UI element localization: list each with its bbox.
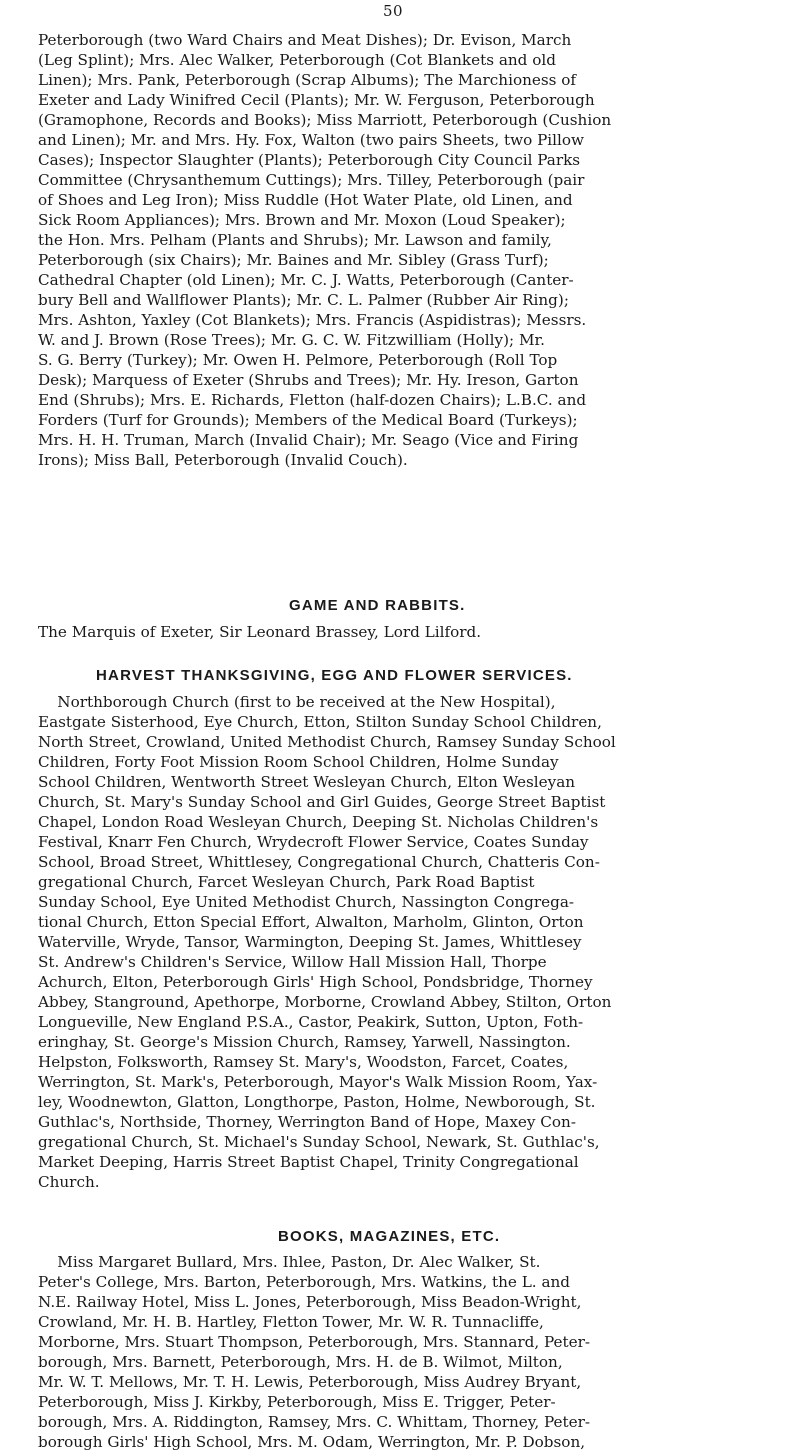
donations-line: S. G. Berry (Turkey); Mr. Owen H. Pelmore, Peterborough (Roll Top: [38, 351, 558, 369]
books-line: borough Girls' High School, Mrs. M. Odam, Werrington, Mr. P. Dobson,: [38, 1433, 586, 1451]
donations-line: (Gramophone, Records and Books); Miss Marriott, Peterborough (Cushion: [38, 111, 612, 129]
donations-line: Irons); Miss Ball, Peterborough (Invalid Couch).: [38, 451, 408, 469]
harvest-line: Northborough Church (first to be received at the New Hospital),: [38, 693, 556, 711]
books-line: Peter's College, Mrs. Barton, Peterborough, Mrs. Watkins, the L. and: [38, 1273, 571, 1291]
donations-line: Mrs. H. H. Truman, March (Invalid Chair); Mr. Seago (Vice and Firing: [38, 431, 579, 449]
section-heading-books: BOOKS, MAGAZINES, ETC.: [278, 1228, 501, 1245]
donations-line: Exeter and Lady Winifred Cecil (Plants); Mr. W. Ferguson, Peterborough: [38, 91, 595, 109]
game-paragraph: [38, 622, 800, 642]
donations-line: bury Bell and Wallflower Plants); Mr. C. L. Palmer (Rubber Air Ring);: [38, 291, 569, 309]
harvest-line: Eastgate Sisterhood, Eye Church, Etton, Stilton Sunday School Children,: [38, 713, 602, 731]
harvest-line: Market Deeping, Harris Street Baptist Chapel, Trinity Congregational: [38, 1153, 579, 1171]
donations-line: (Leg Splint); Mrs. Alec Walker, Peterborough (Cot Blankets and old: [38, 51, 556, 69]
harvest-line: Children, Forty Foot Mission Room School Children, Holme Sunday: [38, 753, 559, 771]
harvest-line: Helpston, Folksworth, Ramsey St. Mary's, Woodston, Farcet, Coates,: [38, 1053, 569, 1071]
harvest-line: St. Andrew's Children's Service, Willow Hall Mission Hall, Thorpe: [38, 953, 547, 971]
donations-line: Linen); Mrs. Pank, Peterborough (Scrap Albums); The Marchioness of: [38, 71, 577, 89]
harvest-line: North Street, Crowland, United Methodist Church, Ramsey Sunday School: [38, 733, 616, 751]
donations-line: Peterborough (two Ward Chairs and Meat Dishes); Dr. Evison, March: [38, 31, 572, 49]
section-heading-game: GAME AND RABBITS.: [289, 597, 466, 614]
page-number: 50: [383, 2, 404, 20]
donations-line: Mrs. Ashton, Yaxley (Cot Blankets); Mrs. Francis (Aspidistras); Messrs.: [38, 311, 587, 329]
donations-line: of Shoes and Leg Iron); Miss Ruddle (Hot Water Plate, old Linen, and: [38, 191, 573, 209]
harvest-line: School Children, Wentworth Street Wesleyan Church, Elton Wesleyan: [38, 773, 576, 791]
harvest-line: eringhay, St. George's Mission Church, Ramsey, Yarwell, Nassington.: [38, 1033, 571, 1051]
books-line: N.E. Railway Hotel, Miss L. Jones, Peterborough, Miss Beadon-Wright,: [38, 1293, 582, 1311]
harvest-line: Church.: [38, 1173, 100, 1191]
donations-line: Committee (Chrysanthemum Cuttings); Mrs. Tilley, Peterborough (pair: [38, 171, 585, 189]
books-line: borough, Mrs. Barnett, Peterborough, Mrs. H. de B. Wilmot, Milton,: [38, 1353, 563, 1371]
donations-line: Peterborough (six Chairs); Mr. Baines and Mr. Sibley (Grass Turf);: [38, 251, 549, 269]
harvest-line: gregational Church, St. Michael's Sunday School, Newark, St. Guthlac's,: [38, 1133, 600, 1151]
donations-line: Cases); Inspector Slaughter (Plants); Peterborough City Council Parks: [38, 151, 581, 169]
books-paragraph: [38, 1252, 800, 1452]
books-line: Crowland, Mr. H. B. Hartley, Fletton Tower, Mr. W. R. Tunnacliffe,: [38, 1313, 544, 1331]
harvest-line: Longueville, New England P.S.A., Castor, Peakirk, Sutton, Upton, Foth-: [38, 1013, 584, 1031]
harvest-line: Church, St. Mary's Sunday School and Girl Guides, George Street Baptist: [38, 793, 606, 811]
donations-line: the Hon. Mrs. Pelham (Plants and Shrubs); Mr. Lawson and family,: [38, 231, 552, 249]
section-heading-harvest: HARVEST THANKSGIVING, EGG AND FLOWER SERVICES.: [96, 667, 573, 684]
books-line: Mr. W. T. Mellows, Mr. T. H. Lewis, Peterborough, Miss Audrey Bryant,: [38, 1373, 582, 1391]
books-line: Miss Margaret Bullard, Mrs. Ihlee, Paston, Dr. Alec Walker, St.: [38, 1253, 541, 1271]
donations-line: Cathedral Chapter (old Linen); Mr. C. J. Watts, Peterborough (Canter-: [38, 271, 574, 289]
donations-line: End (Shrubs); Mrs. E. Richards, Fletton (half-dozen Chairs); L.B.C. and: [38, 391, 587, 409]
donations-line: and Linen); Mr. and Mrs. Hy. Fox, Walton (two pairs Sheets, two Pillow: [38, 131, 585, 149]
donations-line: W. and J. Brown (Rose Trees); Mr. G. C. W. Fitzwilliam (Holly); Mr.: [38, 331, 545, 349]
donations-paragraph: [38, 30, 800, 470]
donations-line: Desk); Marquess of Exeter (Shrubs and Trees); Mr. Hy. Ireson, Garton: [38, 371, 579, 389]
harvest-paragraph: [38, 692, 800, 1192]
harvest-line: Guthlac's, Northside, Thorney, Werrington Band of Hope, Maxey Con-: [38, 1113, 576, 1131]
harvest-line: Sunday School, Eye United Methodist Church, Nassington Congrega-: [38, 893, 575, 911]
donations-line: Forders (Turf for Grounds); Members of the Medical Board (Turkeys);: [38, 411, 578, 429]
harvest-line: Festival, Knarr Fen Church, Wrydecroft Flower Service, Coates Sunday: [38, 833, 589, 851]
harvest-line: School, Broad Street, Whittlesey, Congregational Church, Chatteris Con-: [38, 853, 600, 871]
books-line: Morborne, Mrs. Stuart Thompson, Peterborough, Mrs. Stannard, Peter-: [38, 1333, 591, 1351]
donations-line: Sick Room Appliances); Mrs. Brown and Mr. Moxon (Loud Speaker);: [38, 211, 566, 229]
harvest-line: Achurch, Elton, Peterborough Girls' High School, Pondsbridge, Thorney: [38, 973, 593, 991]
harvest-line: ley, Woodnewton, Glatton, Longthorpe, Paston, Holme, Newborough, St.: [38, 1093, 596, 1111]
harvest-line: gregational Church, Farcet Wesleyan Church, Park Road Baptist: [38, 873, 535, 891]
harvest-line: Werrington, St. Mark's, Peterborough, Mayor's Walk Mission Room, Yax-: [38, 1073, 598, 1091]
harvest-line: tional Church, Etton Special Effort, Alwalton, Marholm, Glinton, Orton: [38, 913, 584, 931]
books-line: Peterborough, Miss J. Kirkby, Peterborough, Miss E. Trigger, Peter-: [38, 1393, 556, 1411]
harvest-line: Abbey, Stanground, Apethorpe, Morborne, Crowland Abbey, Stilton, Orton: [38, 993, 612, 1011]
books-line: borough, Mrs. A. Riddington, Ramsey, Mrs. C. Whittam, Thorney, Peter-: [38, 1413, 590, 1431]
harvest-line: Waterville, Wryde, Tansor, Warmington, Deeping St. James, Whittlesey: [38, 933, 582, 951]
harvest-line: Chapel, London Road Wesleyan Church, Deeping St. Nicholas Children's: [38, 813, 599, 831]
game-line: The Marquis of Exeter, Sir Leonard Brassey, Lord Lilford.: [38, 623, 482, 641]
